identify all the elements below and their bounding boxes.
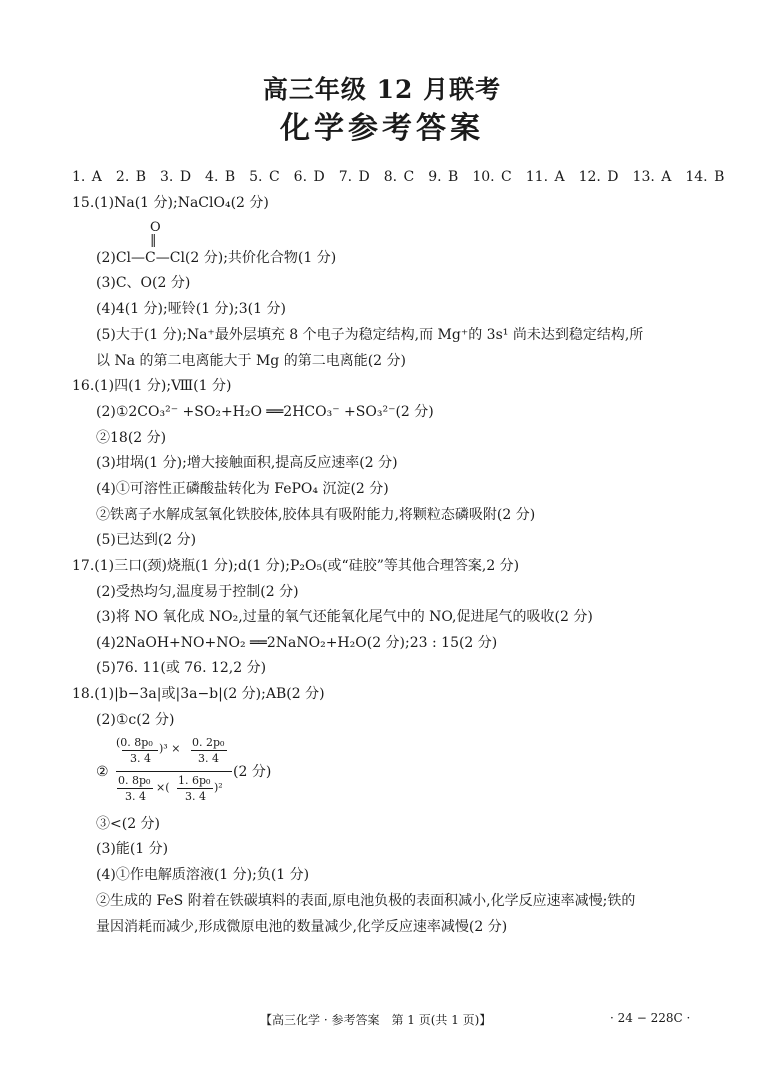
d-times: ×(: [156, 781, 170, 794]
q16-part5: (5)已达到(2 分): [96, 532, 197, 548]
n1-numerator: (0. 8p₀: [116, 736, 153, 749]
q15-part1: 15.(1)Na(1 分);NaClO₄(2 分): [72, 195, 269, 211]
n1-denominator: 3. 4: [130, 752, 151, 765]
n2-numerator: 0. 2p₀: [192, 736, 225, 749]
q18-part4-a: (4)①作电解质溶液(1 分);负(1 分): [96, 867, 310, 883]
q15-part3: (3)C、O(2 分): [96, 275, 191, 291]
q16-part3: (3)坩埚(1 分);增大接触面积,提高反应速率(2 分): [96, 455, 398, 471]
q16-part4-b: ②铁离子水解成氢氧化铁胶体,胶体具有吸附能力,将颗粒态磷吸附(2 分): [96, 507, 536, 523]
q17-part2: (2)受热均匀,温度易于控制(2 分): [96, 584, 299, 600]
q18-part4-b-line2: 量因消耗而减少,形成微原电池的数量减少,化学反应速率减慢(2 分): [96, 919, 508, 935]
d2-denominator: 3. 4: [185, 790, 206, 803]
page-title: 高三年级 12 月联考: [262, 75, 502, 104]
d2-numerator: 1. 6p₀: [178, 774, 211, 787]
q16-part1: 16.(1)四(1 分);Ⅷ(1 分): [72, 378, 232, 394]
carbonyl-oxygen: O: [150, 220, 161, 235]
main-fraction-bar: [116, 771, 232, 772]
q15-part2: (2)Cl—C—Cl(2 分);共价化合物(1 分): [96, 250, 337, 266]
n1-power-times: )³ ×: [159, 742, 181, 755]
q15-part5-line2: 以 Na 的第二电离能大于 Mg 的第二电离能(2 分): [96, 353, 406, 369]
q18-part1: 18.(1)|b−3a|或|3a−b|(2 分);AB(2 分): [72, 686, 325, 702]
q17-part4: (4)2NaOH+NO+NO₂ ══2NaNO₂+H₂O(2 分);23 : 15(2 分): [96, 635, 498, 651]
q16-part2-b: ②18(2 分): [96, 430, 167, 446]
n2-fraction-bar: [191, 750, 227, 751]
q17-part5: (5)76. 11(或 76. 12,2 分): [96, 660, 267, 676]
d1-fraction-bar: [117, 788, 153, 789]
carbonyl-double-bond: ‖: [150, 233, 157, 248]
q17-part1: 17.(1)三口(颈)烧瓶(1 分);d(1 分);P₂O₅(或“硅胶”等其他合理答案,2 分): [72, 558, 520, 574]
d1-numerator: 0. 8p₀: [118, 774, 151, 787]
q18-part2-c: ③<(2 分): [96, 816, 161, 832]
d2-power: )²: [214, 781, 223, 794]
d2-fraction-bar: [177, 788, 213, 789]
n2-denominator: 3. 4: [198, 752, 219, 765]
document-code: · 24 − 228C ·: [610, 1011, 691, 1025]
q17-part3: (3)将 NO 氧化成 NO₂,过量的氧气还能氧化尾气中的 NO,促进尾气的吸收(2 分): [96, 609, 593, 625]
q18-part2-b-marker: ②: [96, 764, 109, 780]
q15-part5-line1: (5)大于(1 分);Na⁺最外层填充 8 个电子为稳定结构,而 Mg⁺的 3s¹ 尚未达到稳定结构,所: [96, 327, 644, 343]
q18-part4-b-line1: ②生成的 FeS 附着在铁碳填料的表面,原电池负极的表面积减小,化学反应速率减慢;铁的: [96, 893, 636, 909]
page-subtitle: 化学参考答案: [280, 111, 484, 146]
n1-fraction-bar: [122, 750, 158, 751]
q16-part4-a: (4)①可溶性正磷酸盐转化为 FePO₄ 沉淀(2 分): [96, 481, 389, 497]
q16-part2-a: (2)①2CO₃²⁻ +SO₂+H₂O ══2HCO₃⁻ +SO₃²⁻(2 分): [96, 404, 434, 420]
q15-part4: (4)4(1 分);哑铃(1 分);3(1 分): [96, 301, 286, 317]
d1-denominator: 3. 4: [125, 790, 146, 803]
q18-part2-a: (2)①c(2 分): [96, 712, 175, 728]
q18-part3: (3)能(1 分): [96, 841, 169, 857]
q18-part2-b-score: (2 分): [233, 764, 272, 780]
page-footer: 【高三化学 · 参考答案 第 1 页(共 1 页)】: [260, 1013, 492, 1027]
multiple-choice-answers: 1. A 2. B 3. D 4. B 5. C 6. D 7. D 8. C 9. B 10. C 11. A 12. D 13. A 14. B: [72, 169, 725, 185]
